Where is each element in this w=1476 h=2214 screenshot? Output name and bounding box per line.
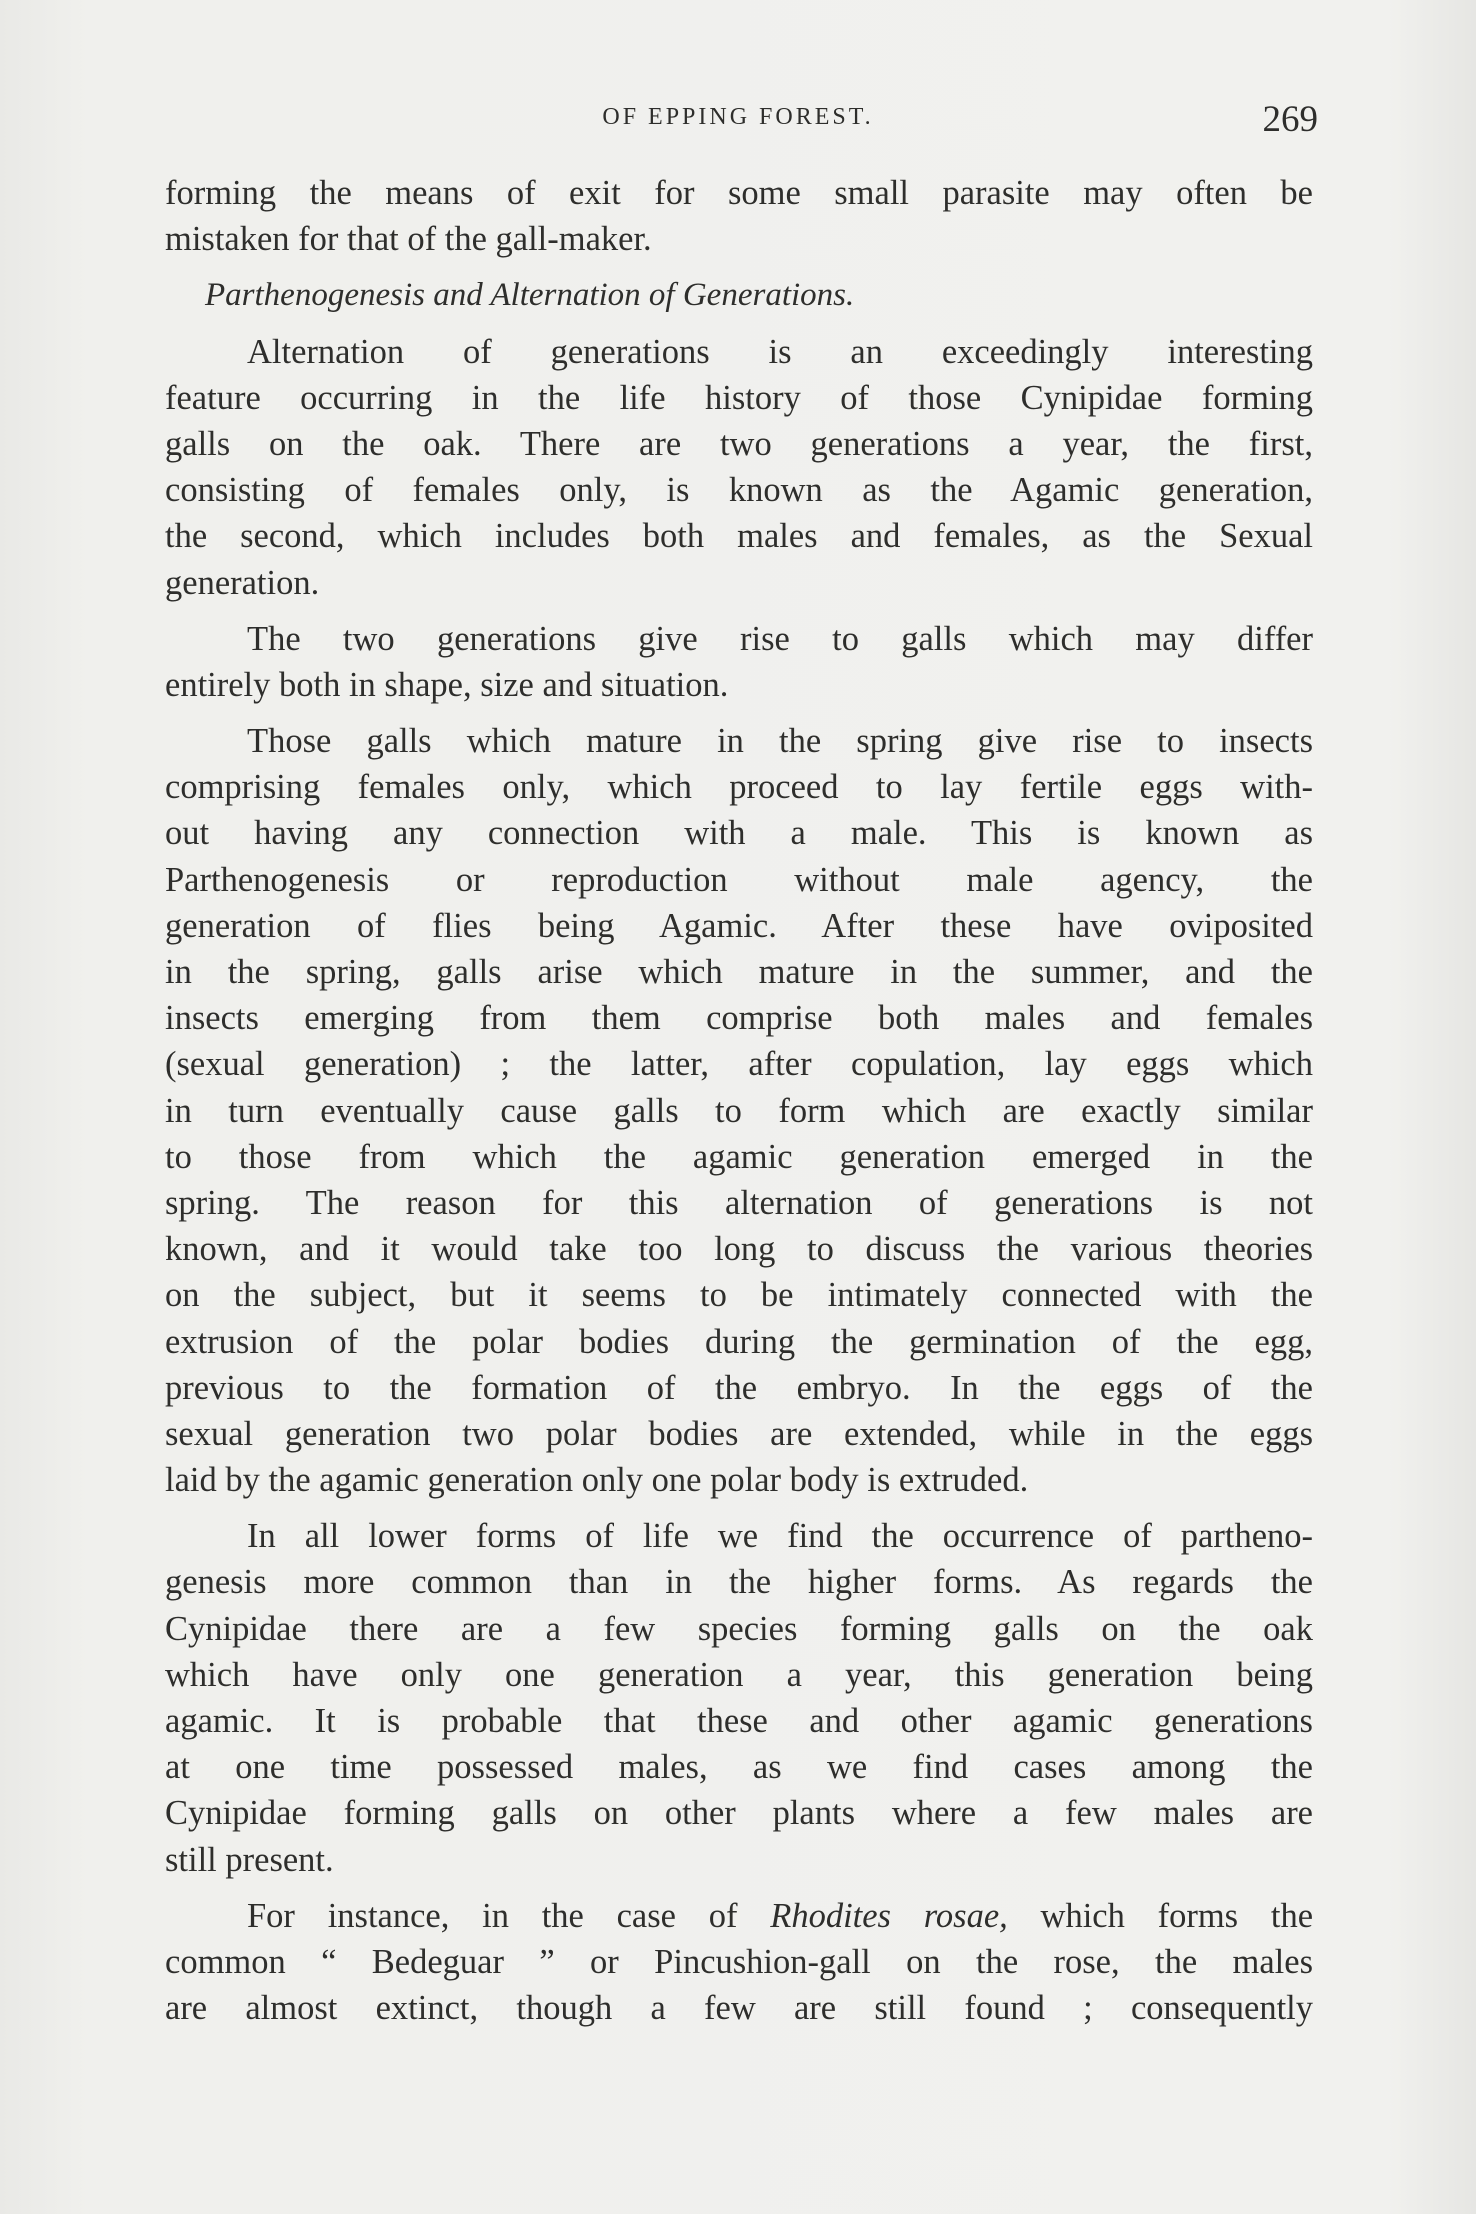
page-number: 269 [1262, 99, 1318, 140]
species-name: Rhodites rosae, [770, 1896, 1008, 1935]
text-line: insects emerging from them comprise both males and females [165, 999, 1313, 1038]
text-line: spring. The reason for this alternation of generations is not [165, 1183, 1313, 1222]
text-line: entirely both in shape, size and situation. [165, 665, 729, 704]
text-line: Those galls which mature in the spring give rise to insects [247, 722, 1313, 761]
body-text [165, 170, 1313, 2031]
text-line [165, 1893, 1313, 1939]
text-line: which have only one generation a year, this generation being [165, 1655, 1313, 1694]
text-line: out having any connection with a male. This is known as [165, 814, 1313, 853]
text-line: comprising females only, which proceed to lay fertile eggs with- [165, 768, 1313, 807]
text-line: Cynipidae forming galls on other plants where a few males are [165, 1794, 1313, 1833]
text-line: Cynipidae there are a few species forming galls on the oak [165, 1609, 1313, 1648]
text-line: Parthenogenesis or reproduction without male agency, the [165, 860, 1313, 899]
text-line: galls on the oak. There are two generations a year, the first, [165, 424, 1313, 463]
text-line: extrusion of the polar bodies during the germination of the egg, [165, 1322, 1313, 1361]
text-line: mistaken for that of the gall-maker. [165, 220, 652, 259]
text-line: forming the means of exit for some small parasite may often be [165, 174, 1313, 212]
text-line: sexual generation two polar bodies are extended, while in the eggs [165, 1414, 1313, 1453]
text-line: generation of flies being Agamic. After these have oviposited [165, 906, 1313, 945]
text-line: in turn eventually cause galls to form which are exactly similar [165, 1091, 1313, 1130]
text-line: The two generations give rise to galls which may differ [247, 619, 1313, 658]
text-fragment: which forms the [1007, 1896, 1314, 1935]
text-line: agamic. It is probable that these and other agamic generations [165, 1702, 1313, 1740]
text-line: previous to the formation of the embryo. In the eggs of the [165, 1368, 1313, 1407]
text-line: on the subject, but it seems to be intimately connected with the [165, 1276, 1313, 1315]
text-line: generation. [165, 563, 320, 602]
text-line: at one time possessed males, as we find cases among the [165, 1748, 1313, 1787]
text-line: to those from which the agamic generation emerged in the [165, 1137, 1313, 1176]
text-line: in the spring, galls arise which mature in the summer, and the [165, 953, 1313, 991]
section-heading: Parthenogenesis and Alternation of Generations. [205, 277, 855, 314]
text-line: (sexual generation) ; the latter, after copulation, lay eggs which [165, 1045, 1313, 1084]
text-line: common “ Bedeguar ” or Pincushion-gall on the rose, the males [165, 1942, 1313, 1981]
text-line: In all lower forms of life we find the occurrence of partheno- [247, 1517, 1313, 1556]
text-line: are almost extinct, though a few are still found ; consequently [165, 1989, 1313, 2028]
text-line: the second, which includes both males and females, as the Sexual [165, 517, 1313, 556]
text-line: feature occurring in the life history of those Cynipidae forming [165, 378, 1313, 417]
text-fragment: For instance, in the case of [247, 1896, 771, 1935]
text-line: consisting of females only, is known as the Agamic generation, [165, 471, 1313, 510]
text-line: genesis more common than in the higher forms. As regards the [165, 1563, 1313, 1602]
text-line: laid by the agamic generation only one polar body is extruded. [165, 1461, 1029, 1500]
running-head: OF EPPING FOREST. [602, 104, 874, 130]
text-line: Alternation of generations is an exceedingly interesting [247, 332, 1313, 371]
text-line: known, and it would take too long to discuss the various theories [165, 1230, 1313, 1269]
text-line: still present. [165, 1840, 334, 1879]
